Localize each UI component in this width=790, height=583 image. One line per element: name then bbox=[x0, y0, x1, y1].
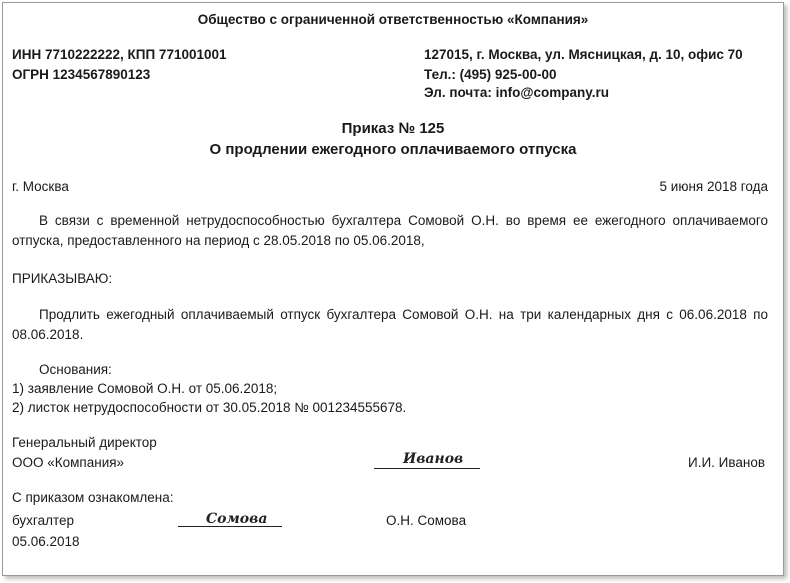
employee-position: бухгалтер bbox=[12, 513, 74, 528]
reason-paragraph: В связи с временной нетрудоспособностью бухгалтера Сомовой О.Н. во время ее ежегодного оплачиваемого отпуска, предоставленного на период с 28.05.2018 по 05.06.2018, bbox=[12, 213, 768, 248]
order-number: Приказ № 125 bbox=[341, 120, 445, 137]
employee-signature: Сомова bbox=[206, 511, 268, 527]
director-name: И.И. Иванов bbox=[688, 455, 766, 470]
order-word: ПРИКАЗЫВАЮ: bbox=[12, 271, 113, 286]
inn-kpp: ИНН 7710222222, КПП 771001001 bbox=[12, 47, 227, 62]
grounds-item: 1) заявление Сомовой О.Н. от 05.06.2018; bbox=[12, 381, 278, 396]
order-date: 5 июня 2018 года bbox=[659, 179, 768, 194]
order-subject: О продлении ежегодного оплачиваемого отпуска bbox=[209, 141, 577, 158]
order-document bbox=[2, 2, 784, 576]
director-signature-line bbox=[374, 468, 480, 469]
employee-signature-line bbox=[178, 526, 282, 527]
order-city: г. Москва bbox=[12, 179, 69, 194]
director-org: ООО «Компания» bbox=[12, 455, 125, 470]
grounds-item: 2) листок нетрудоспособности от 30.05.2018 № 001234555678. bbox=[12, 400, 407, 415]
directive-paragraph: Продлить ежегодный оплачиваемый отпуск бухгалтера Сомовой О.Н. на три календарных дня с 06.06.2018 по 08.06.2018. bbox=[12, 307, 768, 342]
director-title: Генеральный директор bbox=[12, 435, 157, 450]
employee-name: О.Н. Сомова bbox=[386, 513, 467, 528]
director-signature: Иванов bbox=[403, 451, 464, 467]
grounds-title: Основания: bbox=[39, 362, 112, 377]
organization-name: Общество с ограниченной ответственностью «Компания» bbox=[197, 12, 589, 27]
address: 127015, г. Москва, ул. Мясницкая, д. 10, офис 70 bbox=[424, 47, 743, 62]
email: Эл. почта: info@company.ru bbox=[424, 85, 610, 100]
acquainted-date: 05.06.2018 bbox=[12, 534, 80, 549]
phone: Тел.: (495) 925-00-00 bbox=[424, 67, 557, 82]
ogrn: ОГРН 1234567890123 bbox=[12, 67, 151, 82]
acquainted-label: С приказом ознакомлена: bbox=[12, 490, 174, 505]
